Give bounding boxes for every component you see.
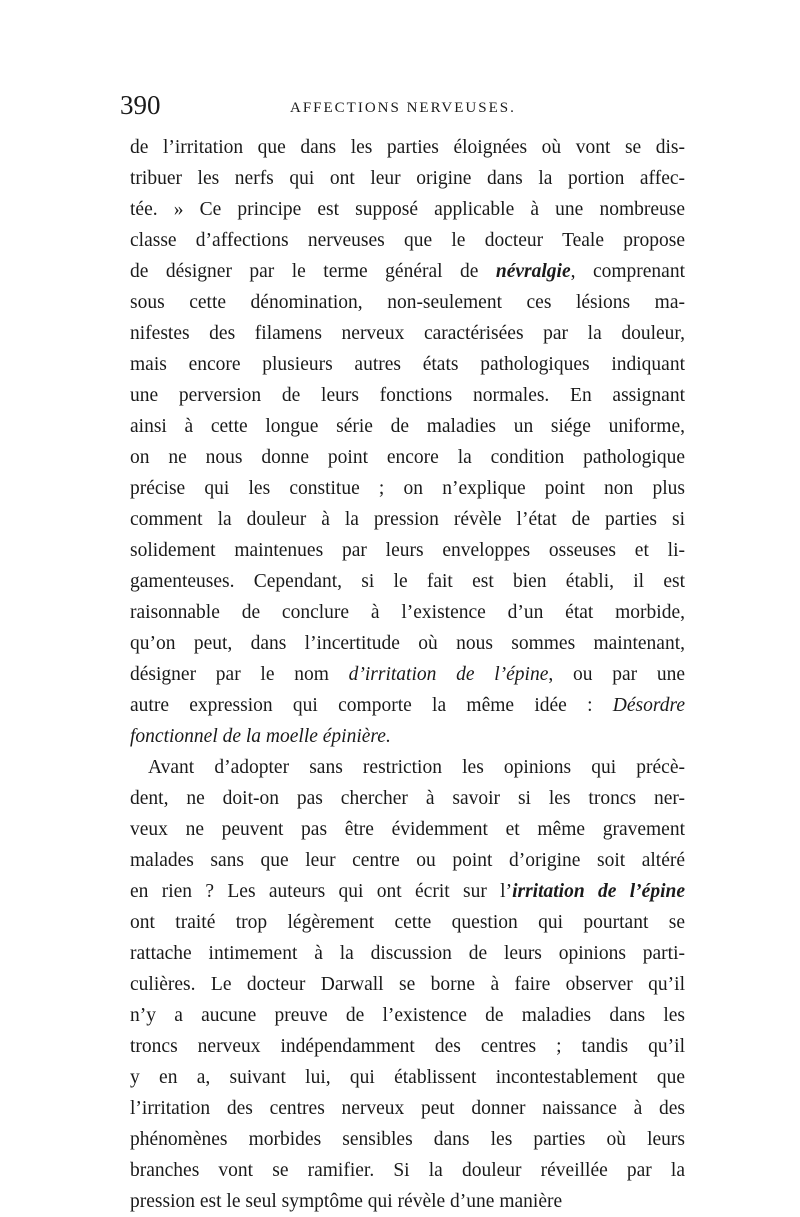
text-run: , ou par une (548, 664, 685, 685)
text-line (130, 845, 685, 876)
text-line (130, 1093, 685, 1124)
text-run: tribuer les nerfs qui ont leur origine dans la portion affec- (130, 168, 685, 189)
text-line (130, 1155, 685, 1186)
text-line (130, 721, 685, 752)
text-line (130, 783, 685, 814)
text-run: pression est le seul symptôme qui révèle d’une manière (130, 1191, 563, 1212)
emphasized-text: névralgie (495, 261, 571, 282)
text-line (130, 628, 685, 659)
text-run: de l’irritation que dans les parties éloignées où vont se dis- (130, 137, 685, 158)
text-run: branches vont se ramifier. Si la douleur réveillée par la (130, 1160, 685, 1181)
page-number: 390 (120, 90, 161, 120)
text-line (130, 752, 685, 783)
text-run: y en a, suivant lui, qui établissent incontestablement que (130, 1067, 685, 1088)
text-line (130, 473, 685, 504)
text-run: l’irritation des centres nerveux peut donner naissance à des (130, 1098, 685, 1119)
text-line (130, 380, 685, 411)
running-title: AFFECTIONS NERVEUSES. (290, 100, 516, 116)
text-run: tée. » Ce principe est supposé applicable à une nombreuse (130, 199, 685, 220)
text-line (130, 1031, 685, 1062)
text-run: phénomènes morbides sensibles dans les parties où leurs (130, 1129, 685, 1150)
text-run: troncs nerveux indépendamment des centres ; tandis qu’il (130, 1036, 685, 1057)
text-line (130, 814, 685, 845)
text-run: dent, ne doit-on pas chercher à savoir si les troncs ner- (130, 788, 685, 809)
text-line (130, 907, 685, 938)
text-run: qu’on peut, dans l’incertitude où nous sommes maintenant, (130, 633, 685, 654)
text-line (130, 442, 685, 473)
text-run: veux ne peuvent pas être évidemment et même gravement (130, 819, 685, 840)
text-line (130, 969, 685, 1000)
text-run: nifestes des filamens nerveux caractérisées par la douleur, (130, 323, 685, 344)
emphasized-text: Désordre (612, 695, 685, 716)
text-line (130, 1000, 685, 1031)
text-line (130, 690, 685, 721)
text-run: comment la douleur à la pression révèle l’état de parties si (130, 509, 685, 530)
text-run: solidement maintenues par leurs enveloppes osseuses et li- (130, 540, 685, 561)
text-line (130, 225, 685, 256)
body-text (130, 132, 685, 1217)
text-run: sous cette dénomination, non-seulement ces lésions ma- (130, 292, 685, 313)
text-run: une perversion de leurs fonctions normales. En assignant (130, 385, 685, 406)
emphasized-text: fonctionnel de la moelle épinière. (130, 726, 391, 747)
text-run: désigner par le nom (130, 664, 349, 685)
text-line (130, 1062, 685, 1093)
text-line (130, 938, 685, 969)
emphasized-text: d’irritation de l’épine (348, 664, 549, 685)
text-line (130, 318, 685, 349)
text-run: classe d’affections nerveuses que le docteur Teale propose (130, 230, 685, 251)
text-run: n’y a aucune preuve de l’existence de maladies dans les (130, 1005, 685, 1026)
text-line (130, 163, 685, 194)
text-line (130, 566, 685, 597)
text-line (130, 1124, 685, 1155)
text-run: on ne nous donne point encore la condition pathologique (130, 447, 685, 468)
text-run: malades sans que leur centre ou point d’origine soit altéré (130, 850, 685, 871)
text-line (130, 659, 685, 690)
text-line (130, 1186, 685, 1217)
text-line (130, 194, 685, 225)
text-run: rattache intimement à la discussion de leurs opinions parti- (130, 943, 685, 964)
text-run: , comprenant (570, 261, 685, 282)
text-run: culières. Le docteur Darwall se borne à faire observer qu’il (130, 974, 685, 995)
text-line (130, 349, 685, 380)
text-line (130, 876, 685, 907)
emphasized-text: irritation de l’épine (512, 881, 685, 902)
text-line (130, 287, 685, 318)
running-head (120, 90, 680, 124)
text-run: gamenteuses. Cependant, si le fait est bien établi, il est (130, 571, 685, 592)
text-run: ainsi à cette longue série de maladies un siége uniforme, (130, 416, 685, 437)
text-line (130, 132, 685, 163)
text-line (130, 597, 685, 628)
text-run: en rien ? Les auteurs qui ont écrit sur l’ (130, 881, 513, 902)
text-run: de désigner par le terme général de (130, 261, 496, 282)
text-line (130, 504, 685, 535)
text-run: précise qui les constitue ; on n’explique point non plus (130, 478, 685, 499)
text-run: mais encore plusieurs autres états pathologiques indiquant (130, 354, 685, 375)
text-run: ont traité trop légèrement cette question qui pourtant se (130, 912, 685, 933)
text-line (130, 535, 685, 566)
text-run: autre expression qui comporte la même idée : (130, 695, 613, 716)
text-run: raisonnable de conclure à l’existence d’un état morbide, (130, 602, 685, 623)
text-line (130, 411, 685, 442)
text-line (130, 256, 685, 287)
text-run: Avant d’adopter sans restriction les opinions qui précè- (148, 757, 685, 778)
